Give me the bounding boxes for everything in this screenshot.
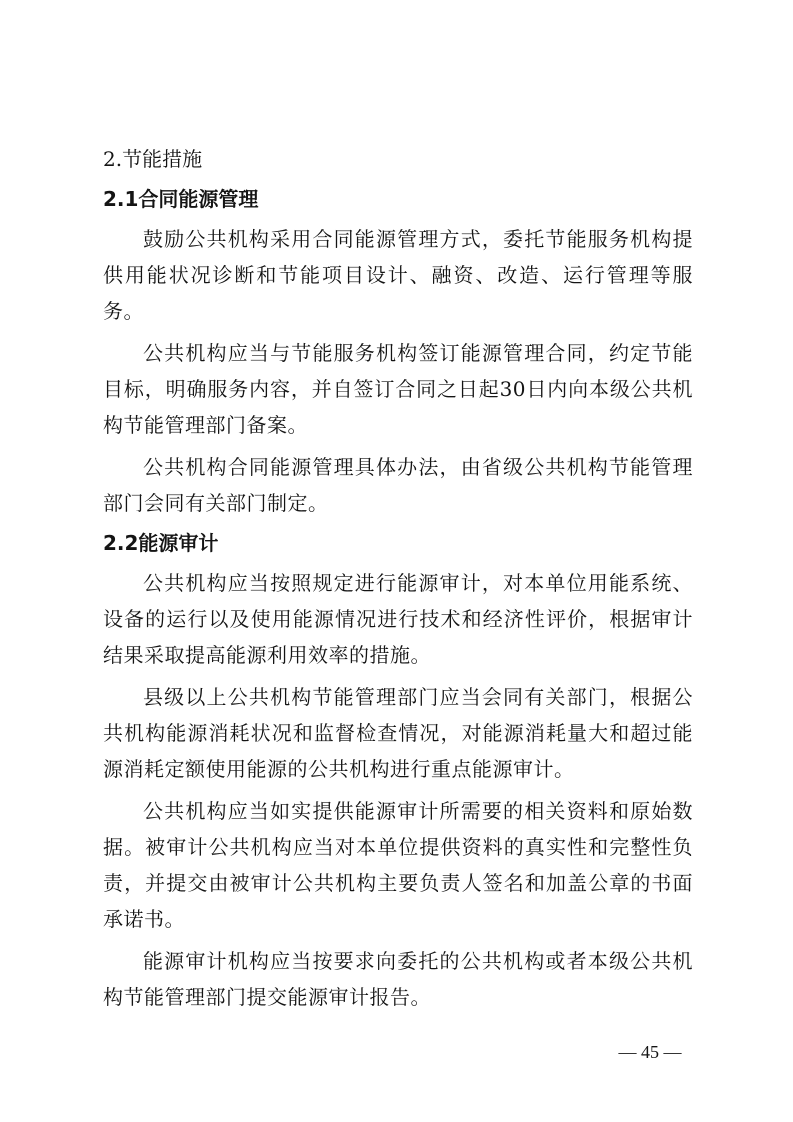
paragraph: 公共机构应当与节能服务机构签订能源管理合同，约定节能目标，明确服务内容，并自签订合同之日起30日内向本级公共机构节能管理部门备案。: [103, 341, 693, 437]
page-number: — 45 —: [618, 1042, 682, 1062]
paragraph: 能源审计机构应当按要求向委托的公共机构或者本级公共机构节能管理部门提交能源审计报告。: [103, 949, 693, 1009]
paragraph: 鼓励公共机构采用合同能源管理方式，委托节能服务机构提供用能状况诊断和节能项目设计、融资、改造、运行管理等服务。: [103, 227, 693, 323]
paragraph: 公共机构应当如实提供能源审计所需要的相关资料和原始数据。被审计公共机构应当对本单位提供资料的真实性和完整性负责，并提交由被审计公共机构主要负责人签名和加盖公章的书面承诺书。: [103, 799, 693, 931]
document-body: [103, 141, 693, 1015]
paragraph: 公共机构合同能源管理具体办法，由省级公共机构节能管理部门会同有关部门制定。: [103, 455, 693, 515]
section-title: 2.节能措施: [103, 147, 203, 171]
subsection-title-energy-audit: 2.2能源审计: [103, 531, 219, 555]
paragraph: 公共机构应当按照规定进行能源审计，对本单位用能系统、设备的运行以及使用能源情况进行技术和经济性评价，根据审计结果采取提高能源利用效率的措施。: [103, 571, 693, 667]
paragraph: 县级以上公共机构节能管理部门应当会同有关部门，根据公共机构能源消耗状况和监督检查情况，对能源消耗量大和超过能源消耗定额使用能源的公共机构进行重点能源审计。: [103, 685, 693, 781]
subsection-title-contract-energy: 2.1合同能源管理: [103, 187, 259, 211]
